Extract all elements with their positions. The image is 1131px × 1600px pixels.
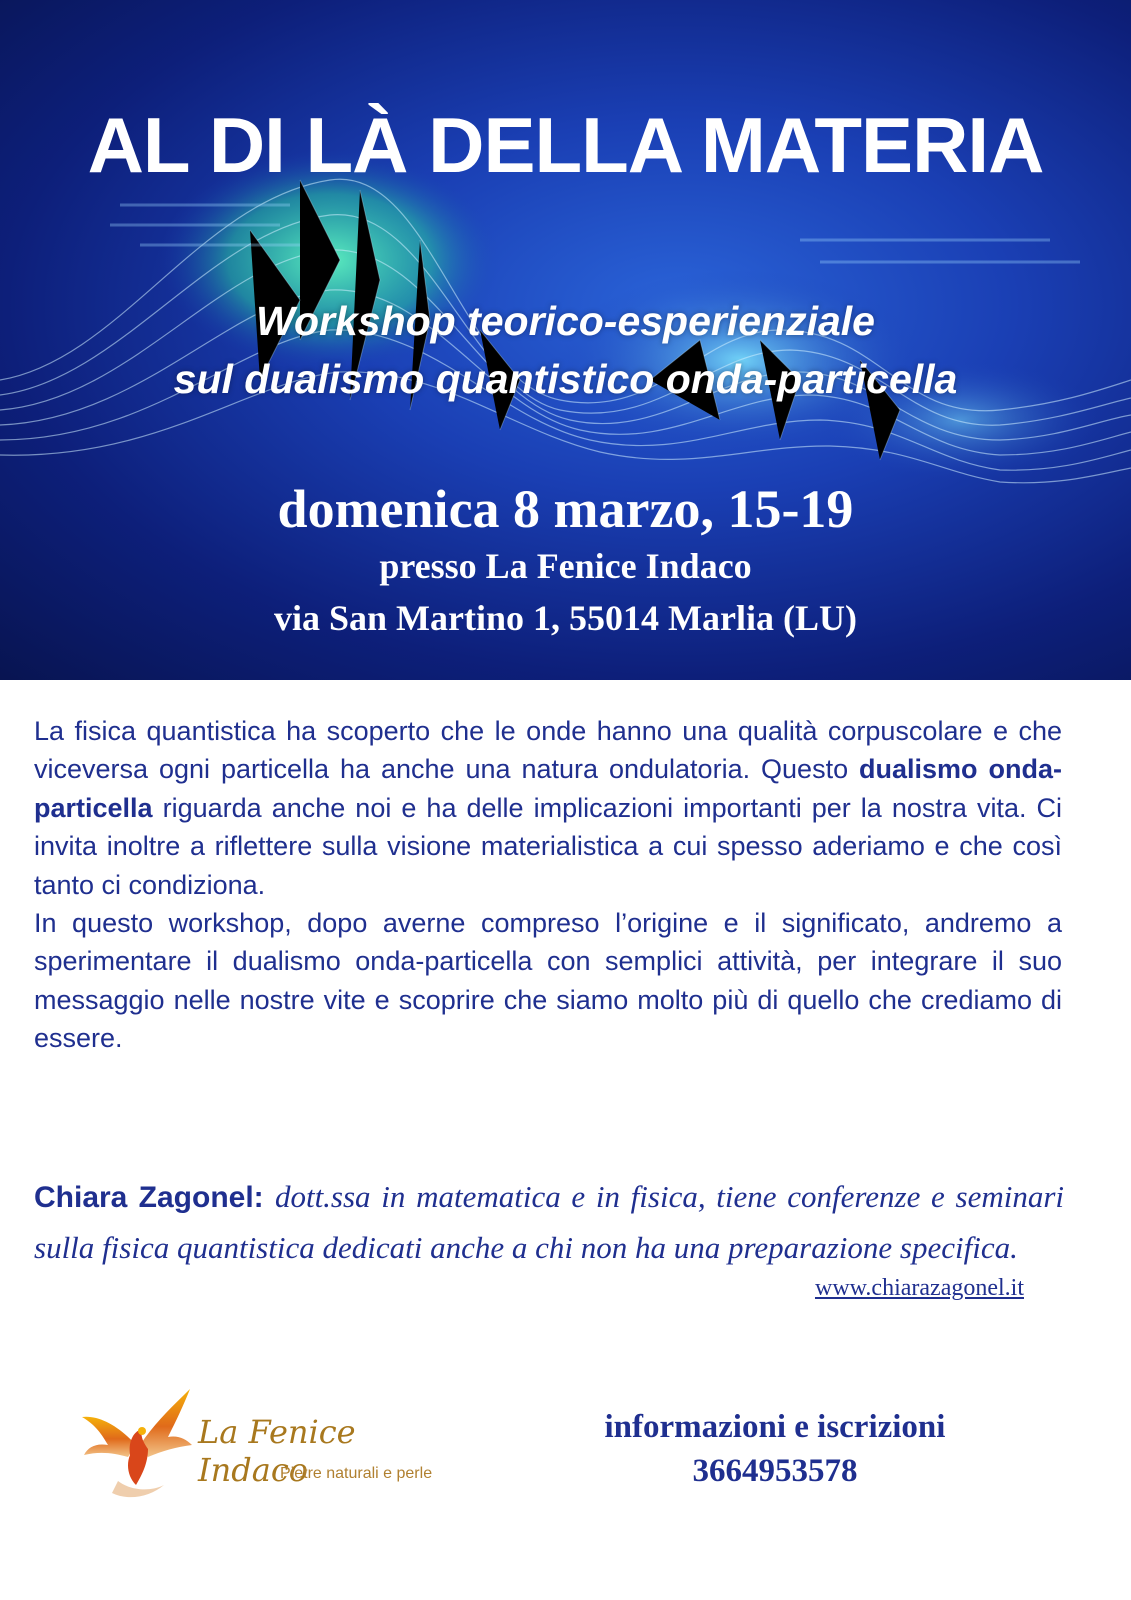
contact-phone[interactable]: 3664953578 bbox=[692, 1453, 858, 1489]
subtitle-line-1: Workshop teorico-esperienziale bbox=[256, 298, 875, 344]
event-date: domenica 8 marzo, 15-19 bbox=[277, 479, 854, 539]
phoenix-icon bbox=[78, 1385, 198, 1505]
logo-name: La Fenice Indaco bbox=[198, 1413, 356, 1489]
author-name: Chiara Zagonel: bbox=[34, 1181, 264, 1214]
logo-tagline: Pietre naturali e perle bbox=[280, 1465, 433, 1482]
description-text: La fisica quantistica ha scoperto che le onde hanno una qualità corpuscolare e che viceversa ogni particella ha anche una natura ondulatoria. Questo bbox=[34, 716, 1062, 785]
subtitle-line-2: sul dualismo quantistico onda-particella bbox=[173, 356, 958, 402]
description-text: riguarda anche noi e ha delle implicazioni importanti per la nostra vita. Ci invita inoltre a riflettere sulla visione materialistica a cui spesso aderiamo e che così tanto ci condiziona. bbox=[34, 792, 1062, 900]
description-highlight: dualismo onda-particella bbox=[34, 754, 1062, 823]
description-paragraph-2: In questo workshop, dopo averne compreso l’origine e il significato, andremo a sperimentare il dualismo onda-particella con semplici attività, per integrare il suo messaggio nelle nostre vite e scoprire che siamo molto più di quello che crediamo di essere. bbox=[34, 908, 1062, 1054]
author-block bbox=[34, 1172, 1064, 1274]
event-address: via San Martino 1, 55014 Marlia (LU) bbox=[274, 598, 857, 638]
contact-block bbox=[555, 1405, 995, 1493]
author-bio: dott.ssa in matematica e in fisica, tiene conferenze e seminari sulla fisica quantistica dedicati anche a chi non ha una preparazione specifica. bbox=[34, 1179, 1065, 1265]
header-banner bbox=[0, 0, 1131, 680]
website-link[interactable]: www.chiarazagonel.it bbox=[814, 1275, 1024, 1301]
poster-title: AL DI LÀ DELLA MATERIA bbox=[87, 101, 1044, 189]
contact-label: informazioni e iscrizioni bbox=[604, 1409, 946, 1445]
workshop-description bbox=[34, 712, 1062, 1058]
event-venue: presso La Fenice Indaco bbox=[379, 546, 752, 586]
logo bbox=[78, 1385, 438, 1505]
description-paragraph-1 bbox=[34, 712, 1062, 904]
